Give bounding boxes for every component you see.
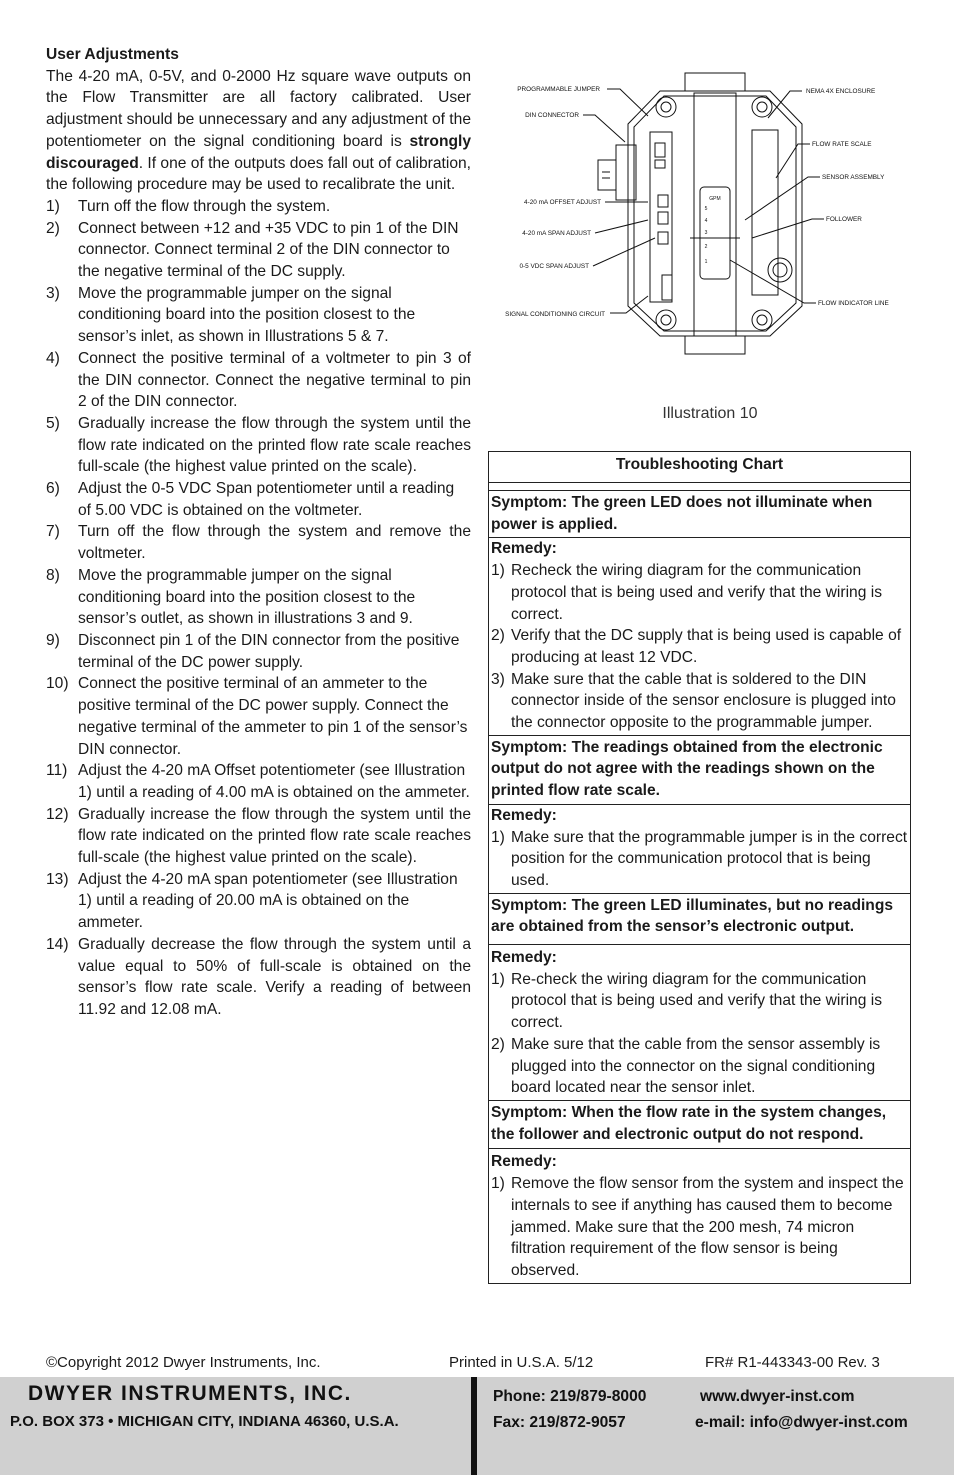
- copyright-text: ©Copyright 2012 Dwyer Instruments, Inc.: [46, 1354, 321, 1371]
- footer-line: [46, 1354, 906, 1376]
- label-vdc-span-adjust: 0-5 VDC SPAN ADJUST: [519, 263, 589, 270]
- remedy-label: Remedy:: [491, 949, 557, 967]
- remedy-block: [489, 945, 910, 1100]
- company-name: DWYER INSTRUMENTS, INC.: [28, 1382, 352, 1405]
- step-item: 9) Disconnect pin 1 of the DIN connector from the positive terminal of the DC power supply.: [46, 631, 460, 671]
- remedy-item: 1) Remove the flow sensor from the system and inspect the internals to see if anything has caused them to become jammed. Make sure that the 200 mesh, 74 micron filtration requirement of the flow sensor is being observed.: [491, 1175, 904, 1279]
- remedy-block: [489, 805, 910, 893]
- remedy-item: 2) Verify that the DC supply that is being used is capable of producing at least 12 VDC.: [491, 627, 902, 666]
- emphasis-text: strongly discouraged: [46, 132, 471, 172]
- banner-divider: [471, 1377, 477, 1475]
- label-din-connector: DIN CONNECTOR: [525, 112, 579, 119]
- scale-tick: 2: [704, 244, 708, 250]
- remedy-block: [489, 1149, 910, 1282]
- step-item: 3) Move the programmable jumper on the signal conditioning board into the position closest to the sensor’s inlet, as shown in Illustrations 5 & 7.: [46, 284, 416, 346]
- remedy-item: 1) Re-check the wiring diagram for the communication protocol that is being used and verify that the wiring is correct.: [491, 970, 882, 1032]
- company-banner: [0, 1377, 954, 1475]
- label-signal-conditioning: SIGNAL CONDITIONING CIRCUIT: [505, 311, 605, 318]
- company-address: P.O. BOX 373 • MICHIGAN CITY, INDIANA 46360, U.S.A.: [10, 1413, 399, 1430]
- scale-tick: 4: [704, 218, 708, 224]
- printed-text: Printed in U.S.A. 5/12: [449, 1354, 594, 1371]
- remedy-label: Remedy:: [491, 806, 557, 824]
- email-link[interactable]: e-mail: info@dwyer-inst.com: [695, 1414, 908, 1431]
- flow-transmitter-illustration: [490, 60, 910, 360]
- remedy-label: Remedy:: [491, 540, 557, 558]
- remedy-label: Remedy:: [491, 1153, 557, 1171]
- label-sensor-assembly: SENSOR ASSEMBLY: [822, 174, 885, 181]
- scale-unit-label: GPM: [709, 196, 721, 202]
- remedy-item: 3) Make sure that the cable that is soldered to the DIN connector inside of the sensor enclosure is plugged into the connector opposite to the programmable jumper.: [491, 670, 896, 732]
- chart-title: Troubleshooting Chart: [489, 452, 910, 483]
- scale-tick: 1: [704, 259, 708, 265]
- remedy-item: 1) Recheck the wiring diagram for the communication protocol that is being used and verify that the wiring is correct.: [491, 562, 882, 623]
- symptom-row: Symptom: The green LED does not illuminate when power is applied.: [489, 490, 910, 538]
- intro-paragraph: The 4-20 mA, 0-5V, and 0-2000 Hz square wave outputs on the Flow Transmitter are all factory calibrated. User adjustment should be unnecessary and any adjustment of the potentiometer on the signal conditioning board is strongly discouraged. If one of the outputs does fall out of calibration, the following procedure may be used to recalibrate the unit.: [46, 67, 471, 194]
- user-adjustments-section: [46, 44, 471, 1021]
- section-heading: User Adjustments: [46, 46, 179, 63]
- step-item: 6) Adjust the 0-5 VDC Span potentiometer until a reading of 5.00 VDC is obtained on the voltmeter.: [46, 480, 455, 519]
- step-item: 12) Gradually increase the flow through the system until the flow rate indicated on the printed flow rate scale reaches full-scale (the highest value printed on the scale).: [46, 805, 471, 867]
- troubleshooting-chart: [488, 451, 911, 1284]
- step-item: 4) Connect the positive terminal of a voltmeter to pin 3 of the DIN connector. Connect the negative terminal to pin 2 of the DIN connector.: [46, 349, 471, 411]
- scale-tick: 5: [704, 206, 708, 212]
- phone-number: Phone: 219/879-8000: [493, 1388, 647, 1405]
- illustration-caption: Illustration 10: [662, 405, 758, 422]
- fax-number: Fax: 219/872-9057: [493, 1414, 626, 1431]
- step-item: 10) Connect the positive terminal of an ammeter to the positive terminal of the DC power supply. Connect the negative terminal of the ammeter to pin 1 of the sensor’s DIN connector.: [46, 675, 468, 758]
- label-programmable-jumper: PROGRAMMABLE JUMPER: [517, 86, 600, 93]
- label-span-adjust: 4-20 mA SPAN ADJUST: [522, 230, 591, 237]
- label-offset-adjust: 4-20 mA OFFSET ADJUST: [524, 199, 601, 206]
- symptom-row: Symptom: The readings obtained from the electronic output do not agree with the readings shown on the printed flow rate scale.: [489, 735, 910, 805]
- procedure-steps: [46, 196, 471, 1021]
- symptom-row: Symptom: The green LED illuminates, but no readings are obtained from the sensor’s electronic output.: [489, 893, 910, 945]
- step-item: 7) Turn off the flow through the system and remove the voltmeter.: [46, 523, 471, 563]
- remedy-item: 1) Make sure that the programmable jumper is in the correct position for the communication protocol that is being used.: [491, 828, 908, 889]
- remedy-block: [489, 538, 910, 734]
- symptom-row: Symptom: When the flow rate in the system changes, the follower and electronic output do not respond.: [489, 1100, 910, 1149]
- label-nema-enclosure: NEMA 4X ENCLOSURE: [806, 88, 876, 95]
- form-number: FR# R1-443343-00 Rev. 3: [705, 1354, 880, 1371]
- step-item: 1) Turn off the flow through the system.: [46, 197, 331, 215]
- step-item: 14) Gradually decrease the flow through the system until a value equal to 50% of full-scale is obtained on the sensor’s flow rate scale. Verify a reading of between 11.92 and 12.08 mA.: [46, 935, 471, 1018]
- step-item: 2) Connect between +12 and +35 VDC to pin 1 of the DIN connector. Connect terminal 2 of the DIN connector to the negative terminal of the DC supply.: [46, 219, 459, 281]
- remedy-item: 2) Make sure that the cable from the sensor assembly is plugged into the connector on the signal conditioning board located near the sensor inlet.: [491, 1035, 881, 1097]
- step-item: 11) Adjust the 4-20 mA Offset potentiometer (see Illustration 1) until a reading of 4.00 mA is obtained on the ammeter.: [46, 762, 470, 801]
- scale-tick: 3: [704, 230, 708, 236]
- website-link[interactable]: www.dwyer-inst.com: [700, 1388, 855, 1405]
- label-flow-rate-scale: FLOW RATE SCALE: [812, 141, 872, 148]
- step-item: 13) Adjust the 4-20 mA span potentiometer (see Illustration 1) until a reading of 20.00 mA is obtained on the ammeter.: [46, 870, 458, 932]
- step-item: 5) Gradually increase the flow through the system until the flow rate indicated on the printed flow rate scale reaches full-scale (the highest value printed on the scale).: [46, 414, 471, 476]
- label-follower: FOLLOWER: [826, 216, 862, 223]
- step-item: 8) Move the programmable jumper on the signal conditioning board into the position closest to the sensor’s outlet, as shown in illustrations 3 and 9.: [46, 566, 416, 628]
- label-flow-indicator-line: FLOW INDICATOR LINE: [818, 300, 889, 307]
